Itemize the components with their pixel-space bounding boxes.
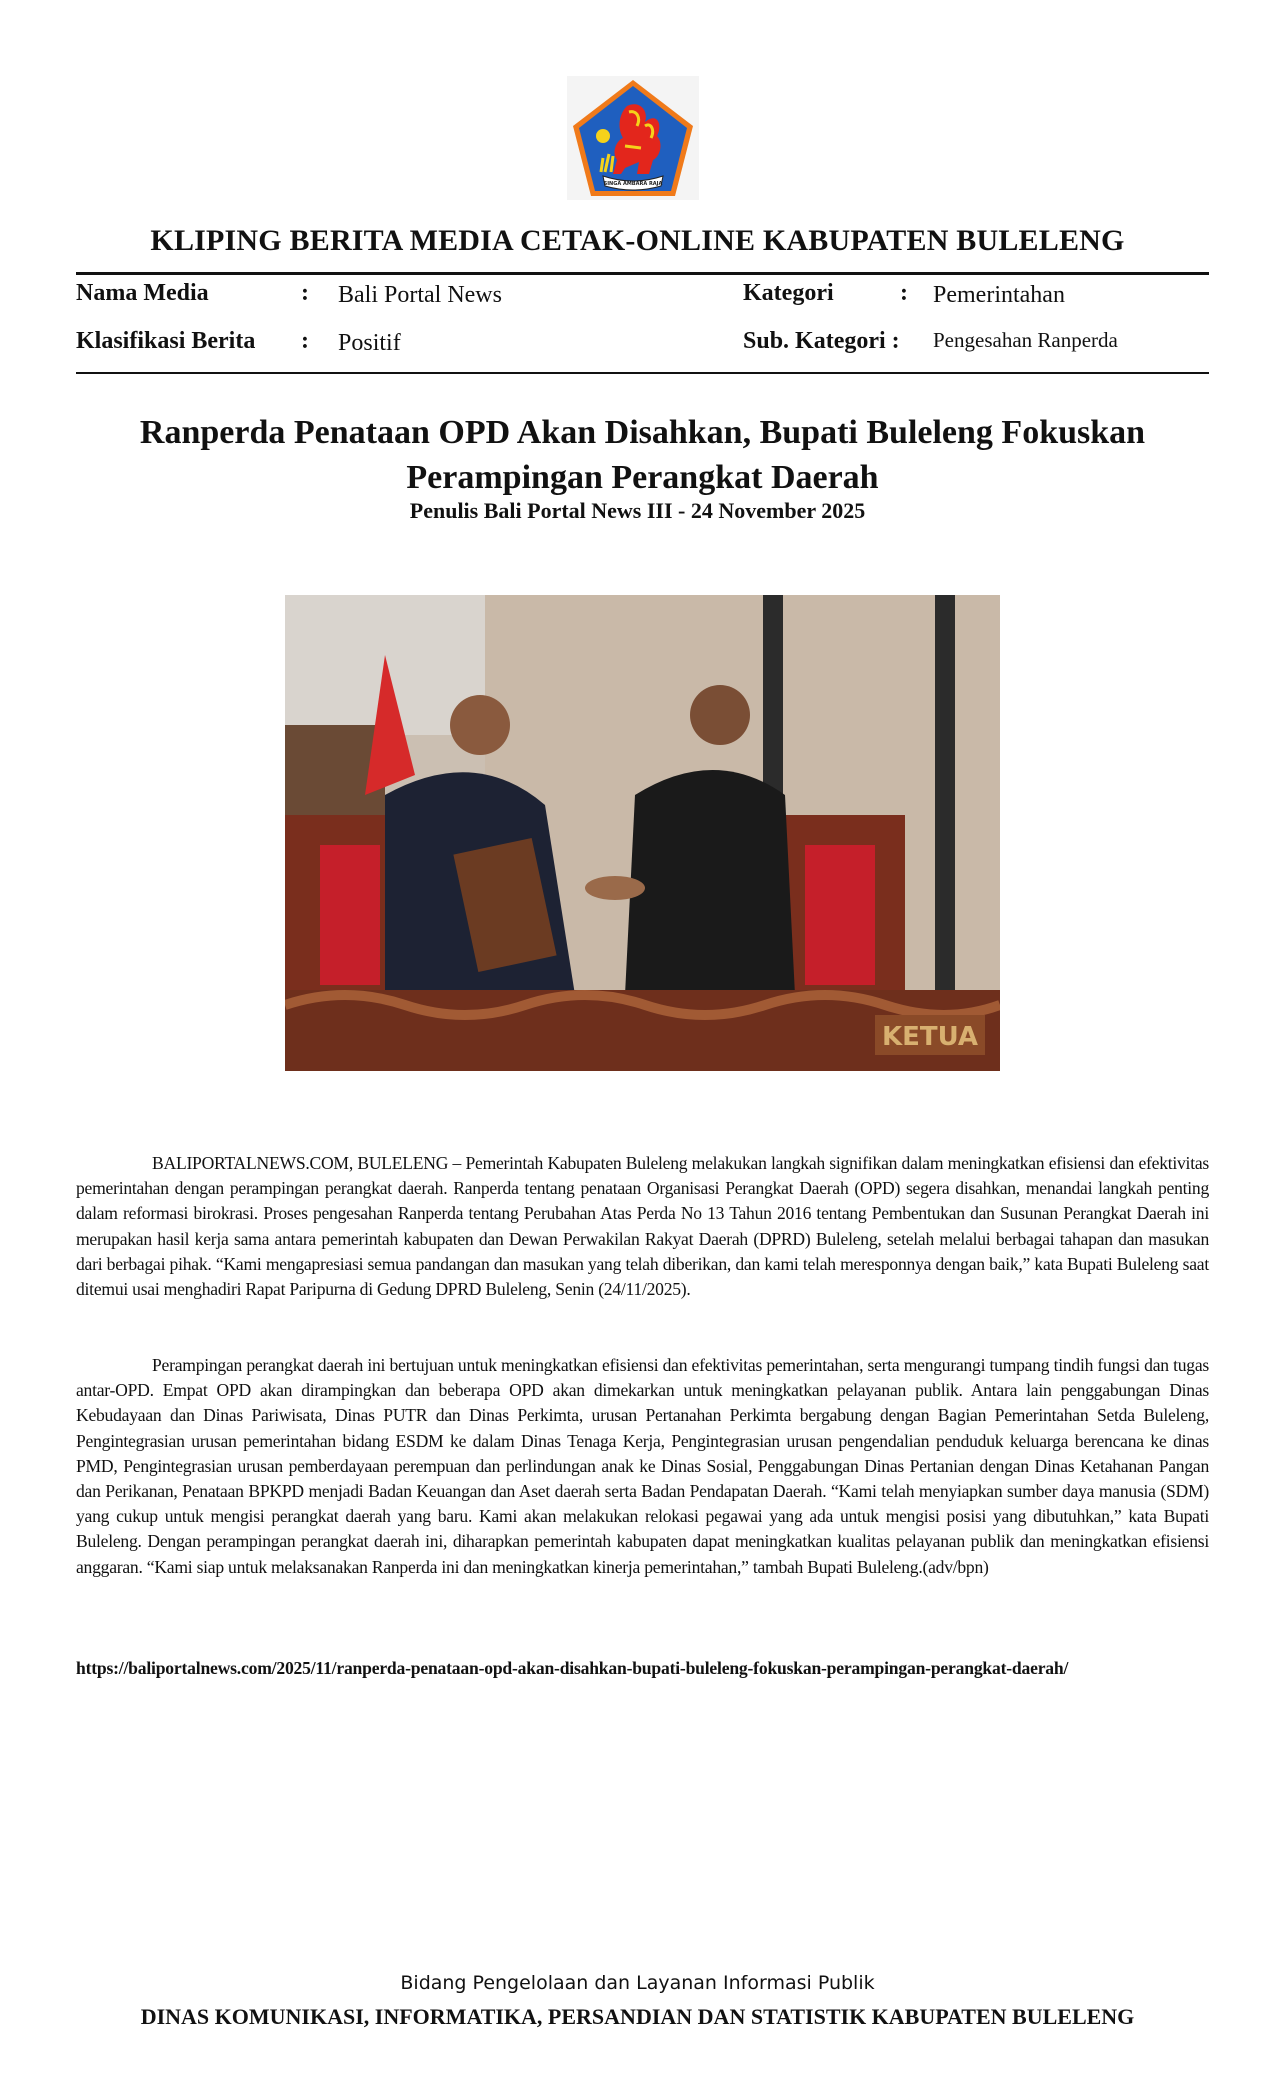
- divider-top: [76, 272, 1209, 275]
- logo-motto: SINGA AMBARA RAJA: [603, 181, 663, 187]
- article-photo: [285, 595, 1000, 1071]
- sub-kategori-label: Sub. Kategori :: [743, 328, 900, 354]
- buleleng-regency-logo: [567, 76, 699, 200]
- kategori-label: Kategori: [743, 280, 834, 306]
- paragraph: BALIPORTALNEWS.COM, BULELENG – Pemerintah Kabupaten Buleleng melakukan langkah signifikan dalam meningkatkan efisiensi dan efektivitas pemerintahan dengan perampingan perangkat daerah. Ranperda tentang penataan Organisasi Perangkat Daerah (OPD) segera disahkan, menandai langkah penting dalam reformasi birokrasi. Proses pengesahan Ranperda tentang Perubahan Atas Perda No 13 Tahun 2016 tentang Pembentukan dan Susunan Perangkat Daerah ini merupakan hasil kerja sama antara pemerintah kabupaten dan Dewan Perwakilan Rakyat Daerah (DPRD) Buleleng, setelah melalui berbagai tahapan dan masukan dari berbagai pihak. “Kami mengapresiasi semua pandangan dan masukan yang telah diberikan, dan kami telah meresponnya dengan baik,” kata Bupati Buleleng saat ditemui usai menghadiri Rapat Paripurna di Gedung DPRD Buleleng, Senin (24/11/2025).: [76, 1153, 1209, 1300]
- sub-kategori-value: Pengesahan Ranperda: [933, 328, 1118, 352]
- article-headline: Ranperda Penataan OPD Akan Disahkan, Bupati Buleleng Fokuskan Perampingan Perangkat Daerah: [139, 414, 1146, 496]
- document-title: KLIPING BERITA MEDIA CETAK-ONLINE KABUPATEN BULELENG: [150, 224, 1125, 257]
- colon: :: [301, 328, 309, 354]
- footer-division: Bidang Pengelolaan dan Layanan Informasi Publik: [400, 1972, 875, 1994]
- footer-agency: DINAS KOMUNIKASI, INFORMATIKA, PERSANDIAN DAN STATISTIK KABUPATEN BULELENG: [140, 2004, 1135, 2029]
- colon: :: [301, 280, 309, 306]
- desk-sign: KETUA: [881, 1022, 979, 1052]
- klasifikasi-value: Positif: [338, 330, 401, 356]
- article-byline: Penulis Bali Portal News III - 24 November 2025: [409, 498, 866, 523]
- source-url-link[interactable]: https://baliportalnews.com/2025/11/ranperda-penataan-opd-akan-disahkan-bupati-buleleng-fokuskan-perampingan-perangkat-daerah/: [76, 1658, 1069, 1678]
- nama-media-label: Nama Media: [76, 280, 209, 306]
- article-body: [76, 1151, 1209, 1302]
- kategori-value: Pemerintahan: [933, 282, 1065, 308]
- klasifikasi-label: Klasifikasi Berita: [76, 328, 256, 354]
- colon: :: [900, 280, 908, 306]
- paragraph: Perampingan perangkat daerah ini bertujuan untuk meningkatkan efisiensi dan efektivitas pemerintahan, serta mengurangi tumpang tindih fungsi dan tugas antar-OPD. Empat OPD akan dirampingkan dan beberapa OPD akan dimekarkan untuk meningkatkan pelayanan publik. Antara lain penggabungan Dinas Kebudayaan dan Dinas Pariwisata, Dinas PUTR dan Dinas Perkimta, urusan Pertanahan Perkimta bergabung dengan Bagian Pemerintahan Setda Buleleng, Pengintegrasian urusan pemerintahan bidang ESDM ke dalam Dinas Tenaga Kerja, Pengintegrasian urusan pengendalian penduduk keluarga berencana ke dinas PMD, Pengintegrasian urusan pemberdayaan perempuan dan perlindungan anak ke Dinas Sosial, Penggabungan Dinas Pertanian dengan Dinas Ketahanan Pangan dan Perikanan, Penataan BPKPD menjadi Badan Keuangan dan Aset daerah serta Badan Pendapatan Daerah. “Kami telah menyiapkan sumber daya manusia (SDM) yang cukup untuk mengisi perangkat daerah yang baru. Kami akan melakukan relokasi pegawai yang ada untuk mengisi posisi yang dibutuhkan,” kata Bupati Buleleng. Dengan perampingan perangkat daerah ini, diharapkan pemerintah kabupaten dapat meningkatkan kualitas pelayanan publik dan meningkatkan efisiensi anggaran. “Kami siap untuk melaksanakan Ranperda ini dan meningkatkan kinerja pemerintahan,” tambah Bupati Buleleng.(adv/bpn): [76, 1355, 1209, 1577]
- metadata-block: [76, 280, 1209, 370]
- divider-bottom: [76, 372, 1209, 374]
- article-body: [76, 1353, 1209, 1580]
- nama-media-value: Bali Portal News: [338, 282, 502, 308]
